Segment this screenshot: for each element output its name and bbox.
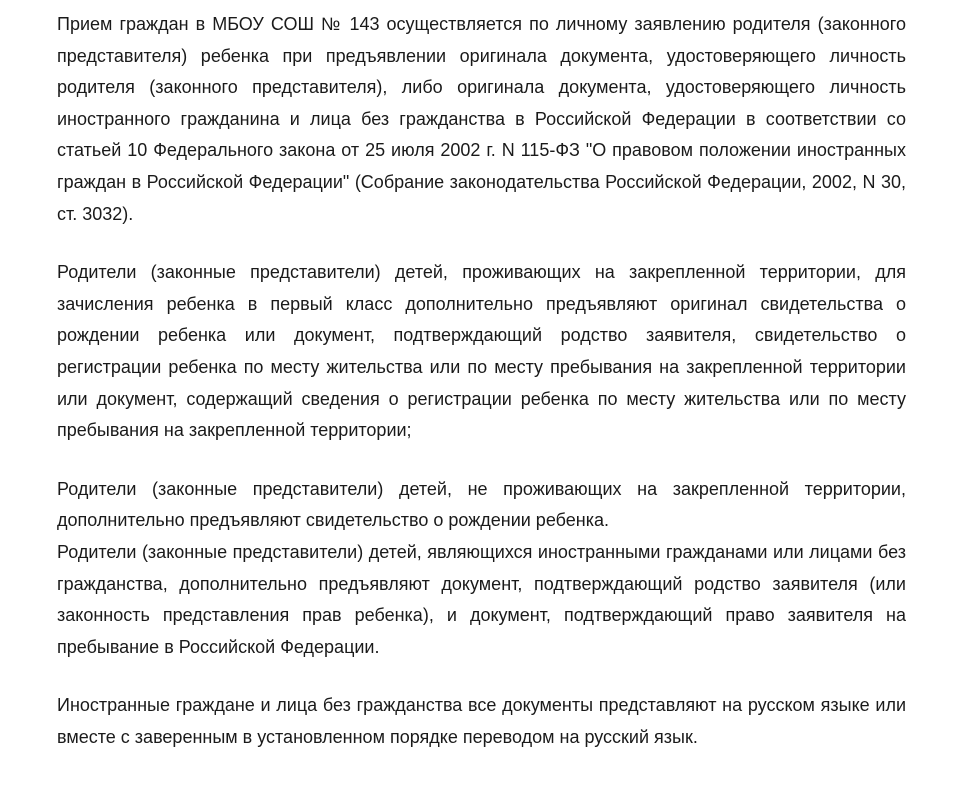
paragraph-documents-language: Иностранные граждане и лица без гражданства все документы представляют на русском языке или вместе с заверенным в установленном порядке переводом на русский язык.: [57, 695, 906, 747]
paragraph-residents-first-grade: Родители (законные представители) детей, проживающих на закрепленной территории, для зачисления ребенка в первый класс дополнительно предъявляют оригинал свидетельства о рождении ребенка или документ, подтверждающий родство заявителя, свидетельство о регистрации ребенка по месту жительства или по месту пребывания на закрепленной территории или документ, содержащий сведения о регистрации ребенка по месту жительства или по месту пребывания на закрепленной территории;: [57, 262, 906, 441]
paragraph-foreign-citizens-parents: Родители (законные представители) детей, являющихся иностранными гражданами или лицами без гражданства, дополнительно предъявляют документ, подтверждающий родство заявителя (или законность представления прав ребенка), и документ, подтверждающий право заявителя на пребывание в Российской Федерации.: [57, 541, 906, 657]
paragraph-admission-procedure: Прием граждан в МБОУ СОШ № 143 осуществляется по личному заявлению родителя (законного представителя) ребенка при предъявлении оригинала документа, удостоверяющего личность родителя (законного представителя), либо оригинала документа, удостоверяющего личность иностранного гражданина и лица без гражданства в Российской Федерации в соответствии со статьей 10 Федерального закона от 25 июля 2002 г. N 115-ФЗ "О правовом положении иностранных граждан в Российской Федерации" (Собрание законодательства Российской Федерации, 2002, N 30, ст. 3032).: [57, 14, 906, 224]
paragraph-non-residents: Родители (законные представители) детей, не проживающих на закрепленной территории, дополнительно предъявляют свидетельство о рождении ребенка.: [57, 478, 906, 531]
